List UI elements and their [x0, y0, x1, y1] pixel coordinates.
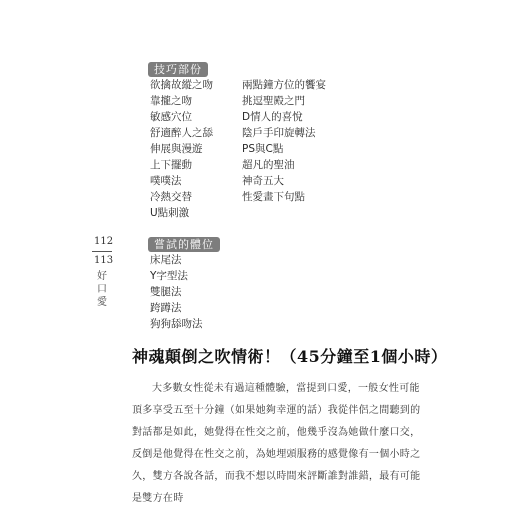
list-item: 陰戶手印旋轉法 — [242, 127, 316, 139]
chapter-heading: 神魂顛倒之吹情術！（45分鐘至1個小時） — [132, 347, 448, 366]
list-item: 上下擺動 — [150, 159, 192, 171]
section-badge-positions: 嘗試的體位 — [148, 237, 220, 252]
list-item: U點刺激 — [150, 207, 190, 219]
list-item: 舒適醉人之舔 — [150, 127, 213, 139]
list-item: 跨蹲法 — [150, 302, 182, 314]
list-item: PS與C點 — [242, 143, 284, 155]
list-item: Y字型法 — [150, 270, 188, 282]
page-number-left: 112 — [94, 236, 114, 247]
list-item: 冷熱交替 — [150, 191, 192, 203]
list-item: 靠攏之吻 — [150, 95, 192, 107]
list-item: 伸展與漫遊 — [150, 143, 203, 155]
list-item: 敏感穴位 — [150, 111, 192, 123]
list-item: 兩點鐘方位的饗宴 — [242, 79, 326, 91]
list-item: 噗噗法 — [150, 175, 182, 187]
list-item: 挑逗聖殿之門 — [242, 95, 305, 107]
page-number-divider — [92, 251, 112, 252]
list-item: 雙腿法 — [150, 286, 182, 298]
list-item: 床尾法 — [150, 254, 182, 266]
list-item: 超凡的聖油 — [242, 159, 295, 171]
list-item: 性愛畫下句點 — [242, 191, 305, 203]
list-item: 欲擒故縱之吻 — [150, 79, 213, 91]
list-item: 狗狗舔吻法 — [150, 318, 203, 330]
page-number-right: 113 — [94, 255, 114, 266]
section-badge-techniques: 技巧部份 — [148, 62, 208, 77]
list-item: 神奇五大 — [242, 175, 284, 187]
list-item: D情人的喜悅 — [242, 111, 303, 123]
body-paragraph: 大多數女性從未有過這種體驗，當提到口愛，一般女性可能頂多享受五至十分鐘（如果她夠幸運的話）我從伴侶之間聽到的對話都是如此，她覺得在性交之前，他幾乎沒為她做什麼口交，反倒是他覺得在性交之前，為她埋頭服務的感覺像有一個小時之久，雙方各說各話，而我不想以時間來評斷誰對誰錯，最有可能是雙方在時 — [132, 383, 421, 504]
running-book-title: 好口愛 — [97, 271, 107, 308]
